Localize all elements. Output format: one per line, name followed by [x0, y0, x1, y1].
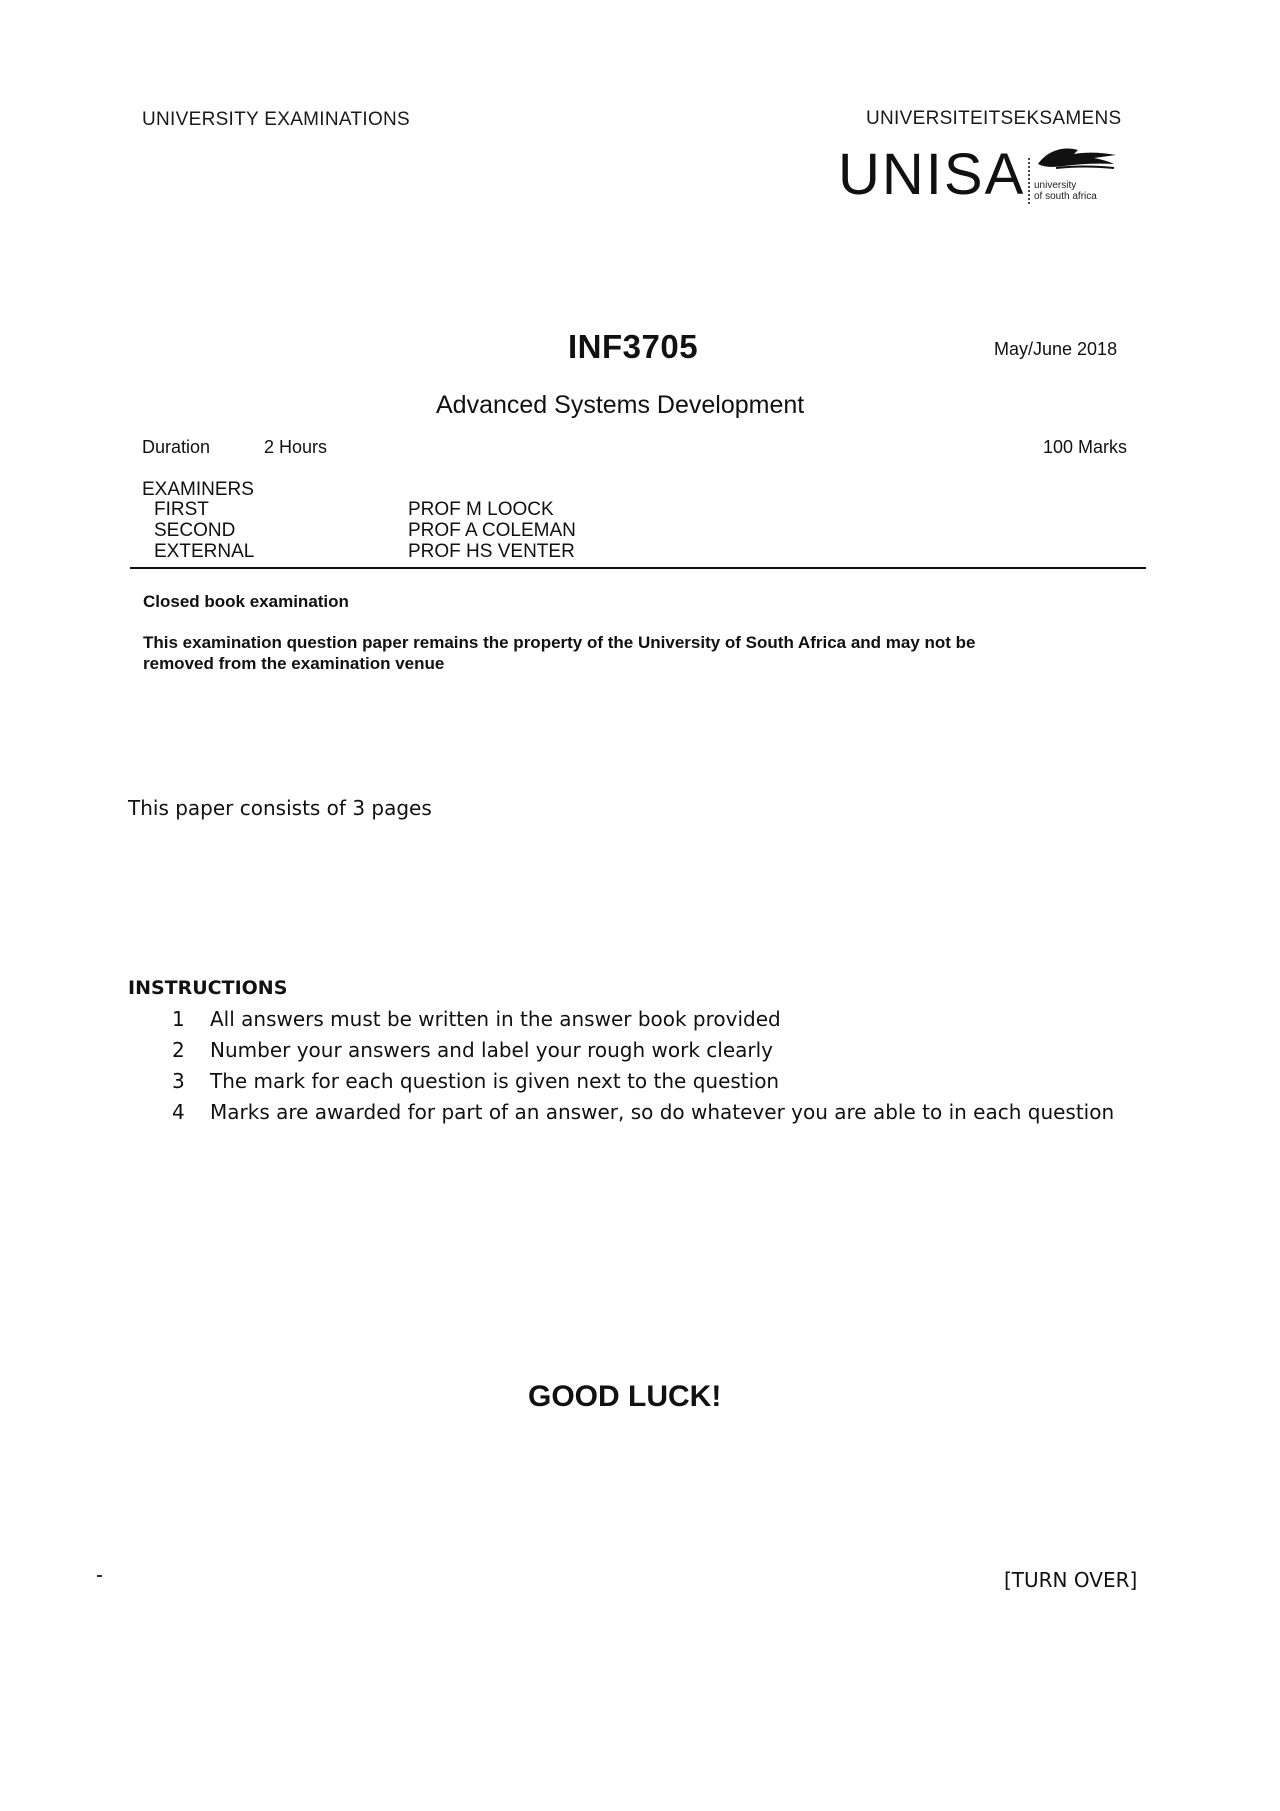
- divider-rule: [130, 567, 1146, 569]
- instruction-text: Marks are awarded for part of an answer, so do whatever you are able to in each question: [210, 1100, 1115, 1124]
- logo-divider: [1028, 158, 1030, 204]
- turn-over-footer: [TURN OVER]: [1004, 1568, 1138, 1592]
- instructions-list: [172, 1004, 1172, 1128]
- duration-value: 2 Hours: [264, 437, 328, 457]
- instruction-text: All answers must be written in the answer book provided: [210, 1007, 781, 1031]
- instruction-number: 4: [172, 1100, 185, 1124]
- unisa-logo: [838, 140, 1120, 218]
- exam-session: May/June 2018: [994, 339, 1118, 359]
- logo-subtitle: [1034, 180, 1097, 202]
- instruction-text: The mark for each question is given next to the question: [210, 1069, 780, 1093]
- instruction-item: [172, 1035, 1172, 1066]
- logo-word: UNISA: [838, 142, 1026, 207]
- closed-book-note: Closed book examination: [143, 592, 349, 611]
- scan-speck: [97, 1575, 102, 1577]
- logo-subtitle-line2: of south africa: [1034, 191, 1097, 202]
- header-left: UNIVERSITY EXAMINATIONS: [142, 109, 411, 130]
- examiner-role-second: SECOND: [154, 520, 236, 541]
- logo-subtitle-line1: university: [1034, 180, 1077, 191]
- property-note-line1: This examination question paper remains the property of the University of South Africa and may not be: [143, 633, 976, 652]
- total-marks: 100 Marks: [1043, 437, 1128, 457]
- header-right: UNIVERSITEITSEKSAMENS: [866, 108, 1122, 129]
- instruction-text: Number your answers and label your rough work clearly: [210, 1038, 773, 1062]
- course-code: INF3705: [568, 328, 699, 365]
- instruction-item: [172, 1066, 1172, 1097]
- instruction-number: 1: [172, 1007, 185, 1031]
- duration-label: Duration: [142, 437, 211, 457]
- page-count-note: This paper consists of 3 pages: [128, 796, 432, 820]
- examiner-name-first: PROF M LOOCK: [408, 499, 554, 520]
- examiner-name-second: PROF A COLEMAN: [408, 520, 576, 541]
- property-note-line2: removed from the examination venue: [143, 654, 445, 673]
- examiner-role-first: FIRST: [154, 499, 209, 520]
- examiners-heading: EXAMINERS: [142, 479, 254, 500]
- instruction-item: [172, 1097, 1172, 1128]
- instruction-item: [172, 1004, 1172, 1035]
- course-title: Advanced Systems Development: [436, 391, 805, 419]
- examiner-name-external: PROF HS VENTER: [408, 541, 575, 562]
- good-luck-message: GOOD LUCK!: [528, 1380, 722, 1413]
- instructions-heading: INSTRUCTIONS: [128, 977, 288, 999]
- unisa-bird-icon: [1034, 142, 1120, 178]
- examiner-role-external: EXTERNAL: [154, 541, 255, 562]
- instruction-number: 2: [172, 1038, 185, 1062]
- instruction-number: 3: [172, 1069, 185, 1093]
